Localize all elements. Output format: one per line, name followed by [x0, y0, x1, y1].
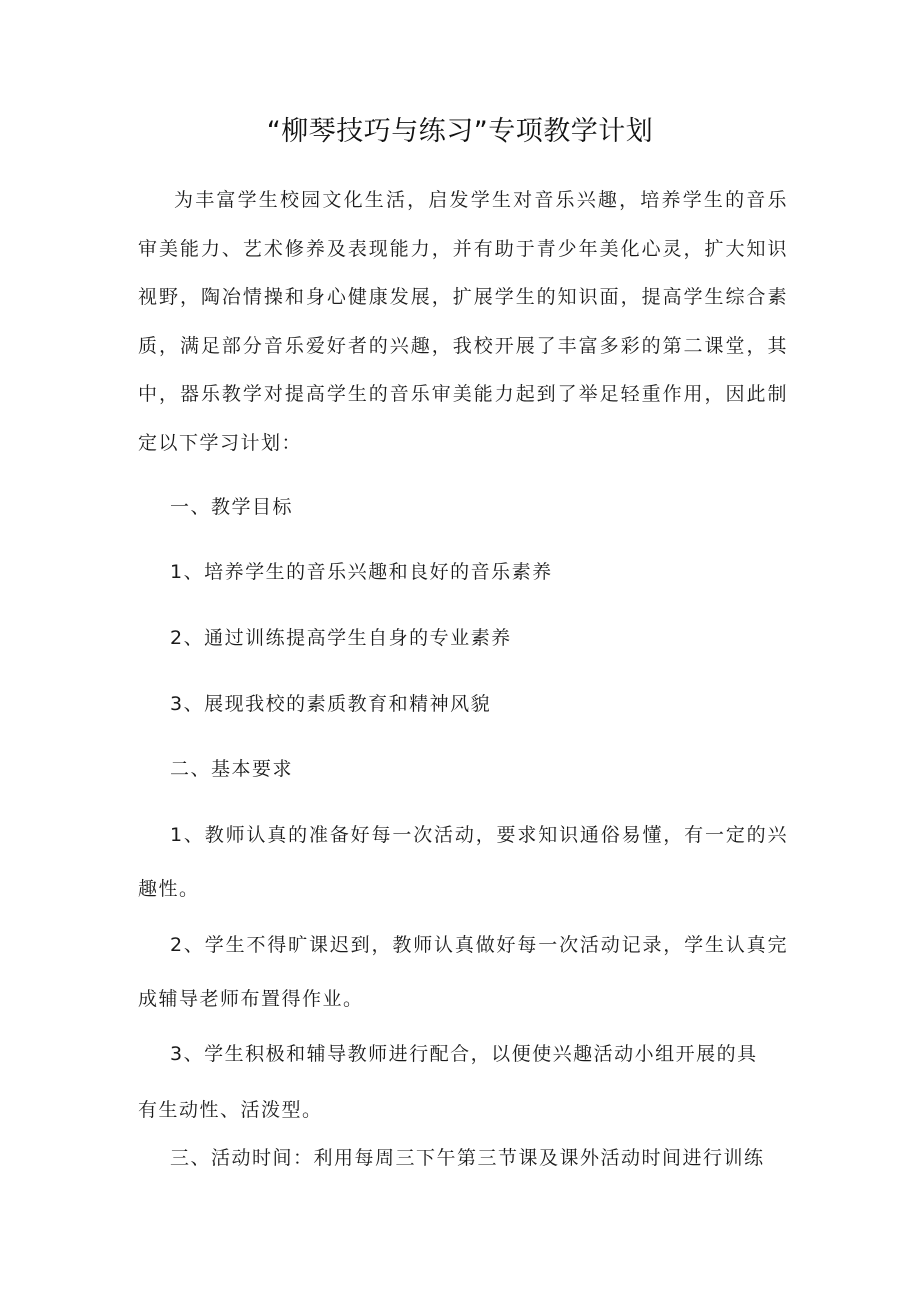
section-2-heading: 二、基本要求: [170, 758, 294, 780]
section-3-heading: 三、活动时间：利用每周三下午第三节课及课外活动时间进行训练: [170, 1147, 765, 1169]
section-1-item-1: 1、培养学生的音乐兴趣和良好的音乐素养: [170, 561, 553, 583]
intro-paragraph: 为丰富学生校园文化生活，启发学生对音乐兴趣，培养学生的音乐审美能力、艺术修养及表现能力，并有助于青少年美化心灵，扩大知识视野，陶冶情操和身心健康发展，扩展学生的知识面，提高学生综合素质，满足部分音乐爱好者的兴趣，我校开展了丰富多彩的第二课堂，其中，器乐教学对提高学生的音乐审美能力起到了举足轻重作用，因此制定以下学习计划：: [138, 189, 788, 454]
section-1-item-3: 3、展现我校的素质教育和精神风貌: [170, 693, 492, 715]
document-title: “柳琴技巧与练习”专项教学计划: [266, 116, 654, 147]
section-2-item-1: 1、教师认真的准备好每一次活动，要求知识通俗易懂，有一定的兴趣性。: [138, 824, 788, 900]
section-2-item-3: 3、学生积极和辅导教师进行配合，以便使兴趣活动小组开展的具: [170, 1043, 758, 1065]
section-1-item-2: 2、通过训练提高学生自身的专业素养: [170, 627, 512, 649]
section-2-item-3-continuation: 有生动性、活泼型。: [138, 1099, 323, 1121]
section-1-heading: 一、教学目标: [170, 496, 294, 518]
section-2-item-2: 2、学生不得旷课迟到，教师认真做好每一次活动记录，学生认真完成辅导老师布置得作业。: [138, 934, 788, 1010]
